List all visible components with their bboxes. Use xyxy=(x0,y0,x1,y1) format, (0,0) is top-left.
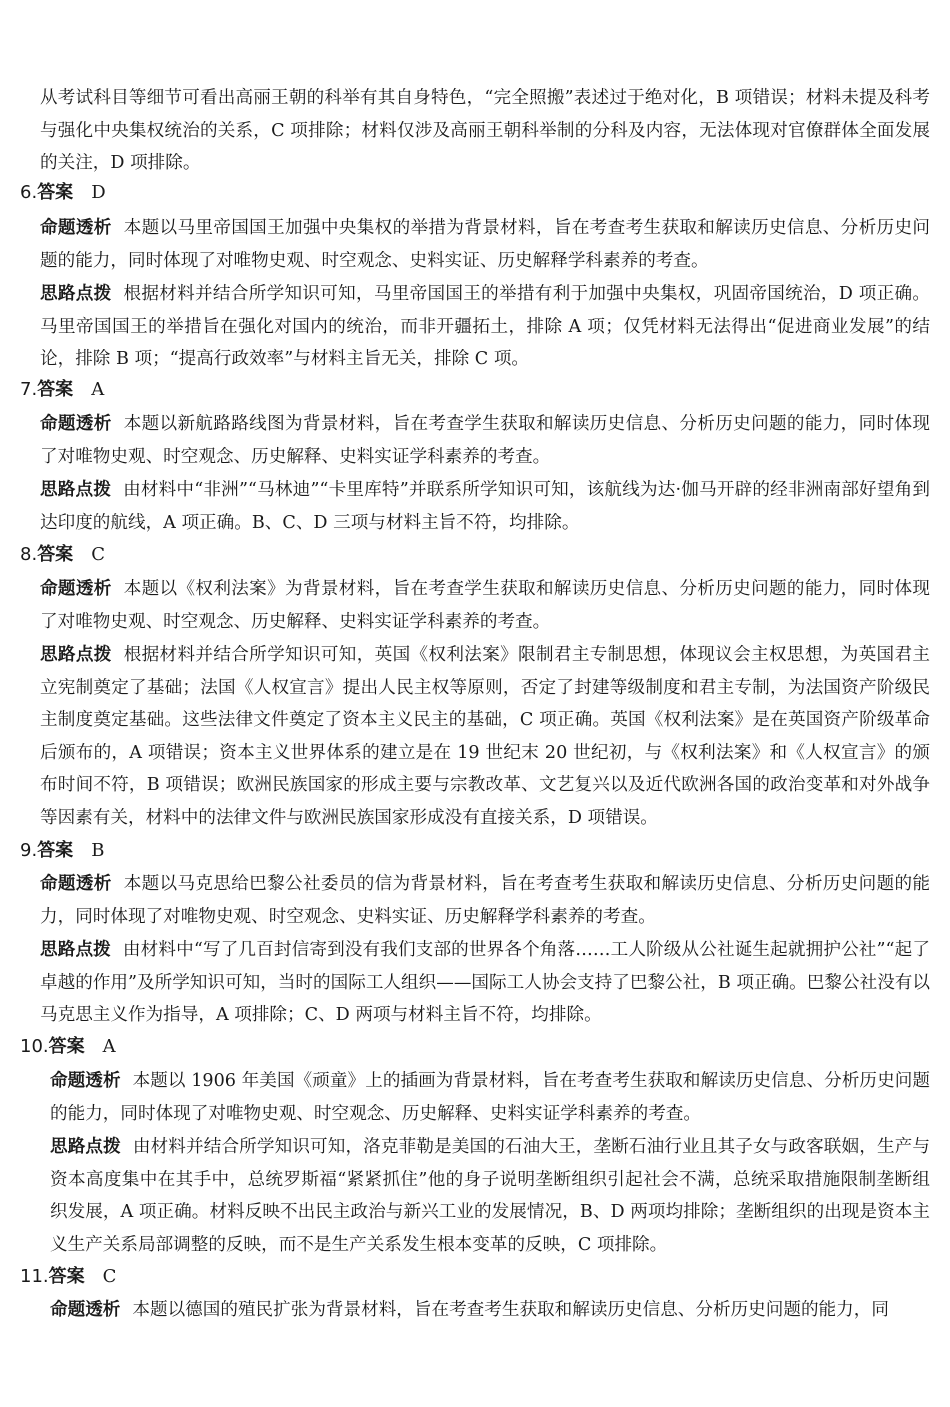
question-7-answer: 7.答案 A xyxy=(20,379,105,400)
answer-letter: C xyxy=(91,544,105,565)
question-9-answer: 9.答案 B xyxy=(20,840,105,861)
answer-letter: D xyxy=(91,182,106,203)
question-6-answer: 6.答案 D xyxy=(20,182,106,203)
question-9-hint: 思路点拨 由材料中“写了几百封信寄到没有我们支部的世界各个角落……工人阶级从公社诞生起就拥护公社”“起了卓越的作用”及所学知识可知，当时的国际工人组织——国际工人协会支持了巴黎公社，B 项正确。巴黎公社没有以马克思主义作为指导，A 项排除；C、D 两项与材料主旨不符，均排除。 xyxy=(40,940,930,1025)
answer-letter: A xyxy=(91,379,105,400)
question-10-hint: 思路点拨 由材料并结合所学知识可知，洛克菲勒是美国的石油大王，垄断石油行业且其子女与政客联姻，生产与资本高度集中在其手中，总统罗斯福“紧紧抓住”他的身子说明垄断组织引起社会不满，总统采取措施限制垄断组织发展，A 项正确。材料反映不出民主政治与新兴工业的发展情况，B、D 两项均排除；垄断组织的出现是资本主义生产关系局部调整的反映，而不是生产关系发生根本变革的反映，C 项排除。 xyxy=(50,1137,930,1255)
intro-paragraph: 从考试科目等细节可看出高丽王朝的科举有其自身特色，“完全照搬”表述过于绝对化，B 项错误；材料未提及科考与强化中央集权统治的关系，C 项排除；材料仅涉及高丽王朝科举制的分科及内容，无法体现对官僚群体全面发展的关注，D 项排除。 xyxy=(40,88,930,173)
question-8-answer: 8.答案 C xyxy=(20,544,105,565)
question-10-analysis: 命题透析 本题以 1906 年美国《顽童》上的插画为背景材料，旨在考查考生获取和解读历史信息、分析历史问题的能力，同时体现了对唯物史观、时空观念、历史解释、史料实证学科素养的考查。 xyxy=(50,1071,930,1124)
answer-letter: C xyxy=(102,1266,117,1287)
question-7-analysis: 命题透析 本题以新航路路线图为背景材料，旨在考查学生获取和解读历史信息、分析历史问题的能力，同时体现了对唯物史观、时空观念、历史解释、史料实证学科素养的考查。 xyxy=(40,414,930,467)
question-11-analysis: 命题透析 本题以德国的殖民扩张为背景材料，旨在考查考生获取和解读历史信息、分析历史问题的能力，同 xyxy=(50,1300,889,1320)
question-7-hint: 思路点拨 由材料中“非洲”“马林迪”“卡里库特”并联系所学知识可知，该航线为达·伽马开辟的经非洲南部好望角到达印度的航线，A 项正确。B、C、D 三项与材料主旨不符，均排除。 xyxy=(40,480,930,533)
question-8-hint: 思路点拨 根据材料并结合所学知识可知，英国《权利法案》限制君主专制思想，体现议会主权思想，为英国君主立宪制奠定了基础；法国《人权宣言》提出人民主权等原则，否定了封建等级制度和君主专制，为法国资产阶级民主制度奠定基础。这些法律文件奠定了资本主义民主的基础，C 项正确。英国《权利法案》是在英国资产阶级革命后颁布的，A 项错误；资本主义世界体系的建立是在 19 世纪末 20 世纪初，与《权利法案》和《人权宣言》的颁布时间不符，B 项错误；欧洲民族国家的形成主要与宗教改革、文艺复兴以及近代欧洲各国的政治变革和对外战争等因素有关，材料中的法律文件与欧洲民族国家形成没有直接关系，D 项错误。 xyxy=(40,645,930,828)
question-6-hint: 思路点拨 根据材料并结合所学知识可知，马里帝国国王的举措有利于加强中央集权，巩固帝国统治，D 项正确。马里帝国国王的举措旨在强化对国内的统治，而非开疆拓土，排除 A 项；仅凭材料无法得出“促进商业发展”的结论，排除 B 项；“提高行政效率”与材料主旨无关，排除 C 项。 xyxy=(40,284,930,369)
answer-letter: A xyxy=(102,1036,116,1057)
question-10-answer: 10.答案 A xyxy=(20,1036,116,1057)
question-6-analysis: 命题透析 本题以马里帝国国王加强中央集权的举措为背景材料，旨在考查考生获取和解读历史信息、分析历史问题的能力，同时体现了对唯物史观、时空观念、史料实证、历史解释学科素养的考查。 xyxy=(40,218,930,271)
question-8-analysis: 命题透析 本题以《权利法案》为背景材料，旨在考查学生获取和解读历史信息、分析历史问题的能力，同时体现了对唯物史观、时空观念、历史解释、史料实证学科素养的考查。 xyxy=(40,579,930,632)
answer-letter: B xyxy=(91,840,105,861)
question-11-answer: 11.答案 C xyxy=(20,1266,117,1287)
question-9-analysis: 命题透析 本题以马克思给巴黎公社委员的信为背景材料，旨在考查考生获取和解读历史信息、分析历史问题的能力，同时体现了对唯物史观、时空观念、史料实证、历史解释学科素养的考查。 xyxy=(40,874,930,927)
